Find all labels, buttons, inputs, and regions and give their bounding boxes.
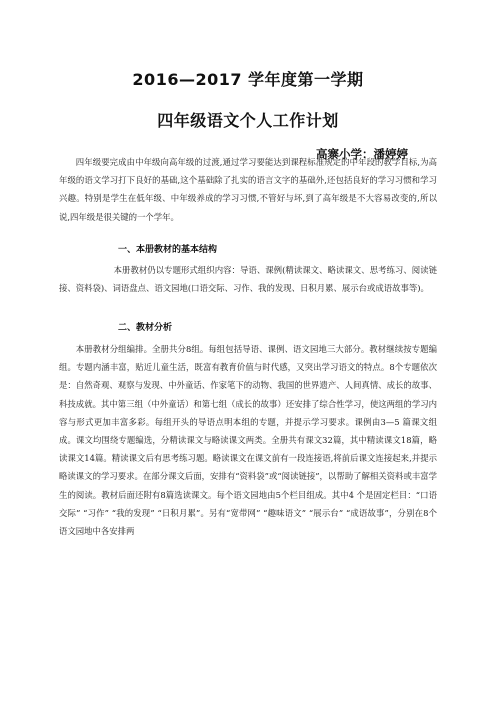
document-title-year: 2016—2017 学年度第一学期 <box>132 70 364 89</box>
document-title: 四年级语文个人工作计划 <box>157 111 339 130</box>
analysis-paragraph: 本册教材分组编排。全册共分8组。每组包括导语、课例、语文园地三大部分。教材继续按专题编组。专题内涵丰富，贴近儿童生活，既富有教育价值与时代感，又突出学习语文的特点。8个专题依次是：自然奇观、观察与发现、中外童话、作家笔下的动物、我国的世界遗产、人间真情、成长的故事、科技成就。其中第三组（中外童话）和第七组（成长的故事）还安排了综合性学习，使这两组的学习内容与形式更加丰富多彩。每组开头的导语点明本组的专题，并提示学习要求。课例由3—5 篇课文组成。课文均围绕专题编选，分精读课文与略读课文两类。全册共有课文32篇，其中精读课文18篇，略读课文14篇。精读课文后有思考练习题。略读课文在课文前有一段连接语,将前后课文连接起来,并提示略读课文的学习要求。在部分课文后面，安排有“资料袋”或“阅读链接”，以帮助了解相关资料或丰富学生的阅读。教材后面还附有8篇选读课文。每个语文园地由5个栏目组成。其中4 个是固定栏目：“口语交际” “习作” “我的发现” “日积月累”。另有“宽带网” “趣味语文” “展示台” “成语故事”，分别在8个语文园地中各安排两 <box>59 344 437 537</box>
intro-paragraph: 四年级要完成由中年级向高年级的过渡,通过学习要能达到课程标准规定的中年段的教学目标,为高年级的语文学习打下良好的基础,这个基础除了扎实的语言文字的基础外,还包括良好的学习习惯和学习兴趣。特别是学生在低年级、中年级养成的学习习惯,不管好与坏,到了高年级是不大容易改变的,所以说,四年级是很关键的一个学年。 <box>59 157 437 222</box>
structure-paragraph: 本册教材仍以专题形式组织内容：导语、课例(精读课文、略读课文、思考练习、阅读链接、资料袋)、词语盘点、语文园地(口语交际、习作、我的发现、日积月累、展示台或成语故事等)。 <box>59 265 437 294</box>
section-heading-structure: 一、本册教材的基本结构 <box>118 245 218 255</box>
author-line: 高寨小学：潘婷婷 <box>316 147 408 161</box>
section-heading-analysis: 二、教材分析 <box>118 323 173 333</box>
